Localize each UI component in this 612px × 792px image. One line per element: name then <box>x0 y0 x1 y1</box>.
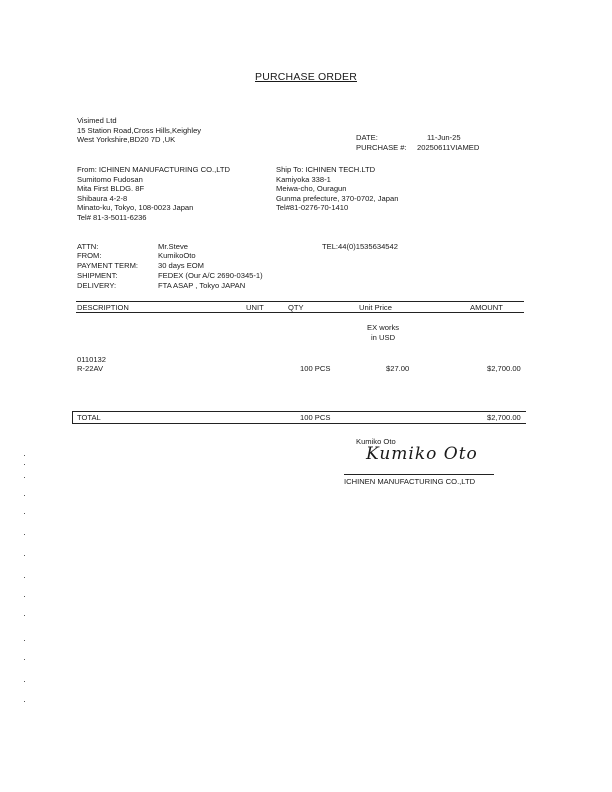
from-line-5: Minato-ku, Tokyo, 108-0023 Japan <box>77 203 194 212</box>
price-basis-note: EX works <box>367 323 400 332</box>
from-address <box>77 165 230 222</box>
shipment-label: SHIPMENT: <box>77 271 118 280</box>
from-line-3: Mita First BLDG. 8F <box>77 184 145 193</box>
signatory-name: Kumiko Oto <box>356 437 396 446</box>
speck <box>24 615 25 616</box>
tel-value: 44(0)1535634542 <box>338 242 398 251</box>
speck <box>24 659 25 660</box>
item-code: 0110132 <box>77 355 106 364</box>
speck <box>24 477 25 478</box>
signatory-company: ICHINEN MANUFACTURING CO.,LTD <box>344 477 476 486</box>
payment-term-label: PAYMENT TERM: <box>77 261 139 270</box>
date-value: 11-Jun-25 <box>427 133 461 142</box>
signature-line <box>344 474 494 475</box>
item-name: R-22AV <box>77 364 104 373</box>
speck <box>24 596 25 597</box>
total-label: TOTAL <box>77 413 101 422</box>
attn-label: ATTN: <box>77 242 99 251</box>
table-header-rule <box>76 312 524 313</box>
speck <box>24 455 25 456</box>
handwritten-signature: Kumiko Oto <box>366 444 478 464</box>
table-top-rule <box>76 301 524 302</box>
header-qty: QTY <box>288 303 304 312</box>
header-unit-price: Unit Price <box>359 303 392 312</box>
speck <box>24 577 25 578</box>
price-currency-note: in USD <box>371 333 396 342</box>
speck <box>24 513 25 514</box>
delivery-value: FTA ASAP , Tokyo JAPAN <box>158 281 246 290</box>
header-description: DESCRIPTION <box>77 303 129 312</box>
from-tel: Tel# 81-3-5011-6236 <box>77 212 147 222</box>
ship-to-tel: Tel#81-0276-70-1410 <box>276 203 349 212</box>
from-person-value: KumikoOto <box>158 251 196 260</box>
ship-to-address <box>276 165 398 213</box>
header-unit: UNIT <box>246 303 264 312</box>
scan-specks <box>24 455 28 715</box>
speck <box>24 640 25 641</box>
total-bottom-rule <box>72 423 526 424</box>
item-qty: 100 PCS <box>300 364 331 373</box>
buyer-address <box>77 116 201 145</box>
speck <box>24 534 25 535</box>
shipment-value: FEDEX (Our A/C 2690-0345-1) <box>158 271 263 280</box>
speck <box>24 495 25 496</box>
item-unit-price: $27.00 <box>386 364 410 373</box>
tel-label: TEL: <box>322 242 339 251</box>
ship-to-line-4: Gunma prefecture, 370-0702, Japan <box>276 193 399 203</box>
ship-to-line-3: Meiwa-cho, Ouragun <box>276 184 347 193</box>
delivery-label: DELIVERY: <box>77 281 117 290</box>
ship-to-company: Ship To: ICHINEN TECH.LTD <box>276 165 376 174</box>
payment-term-value: 30 days EOM <box>158 261 205 270</box>
speck <box>24 464 25 465</box>
total-qty: 100 PCS <box>300 413 331 422</box>
speck <box>24 681 25 682</box>
buyer-city: West Yorkshire,BD20 7D ,UK <box>77 135 176 144</box>
total-top-rule <box>72 411 526 412</box>
from-line-2: Sumitomo Fudosan <box>77 174 143 184</box>
buyer-name: Visimed Ltd <box>77 116 117 125</box>
header-amount: AMOUNT <box>470 303 503 312</box>
purchase-number-label: PURCHASE #: <box>356 143 407 152</box>
from-person-label: FROM: <box>77 251 102 260</box>
item-amount: $2,700.00 <box>487 364 521 373</box>
attn-value: Mr.Steve <box>158 242 188 251</box>
from-line-4: Shibaura 4-2-8 <box>77 193 128 203</box>
date-label: DATE: <box>356 133 378 142</box>
purchase-number-value: 20250611VIAMED <box>417 143 480 152</box>
ship-to-line-2: Kamiyoka 338-1 <box>276 174 331 184</box>
speck <box>24 555 25 556</box>
speck <box>24 701 25 702</box>
total-amount: $2,700.00 <box>487 413 521 422</box>
from-company: From: ICHINEN MANUFACTURING CO.,LTD <box>77 165 231 174</box>
page-title: PURCHASE ORDER <box>255 71 357 83</box>
buyer-street: 15 Station Road,Cross Hills,Keighley <box>77 125 202 135</box>
